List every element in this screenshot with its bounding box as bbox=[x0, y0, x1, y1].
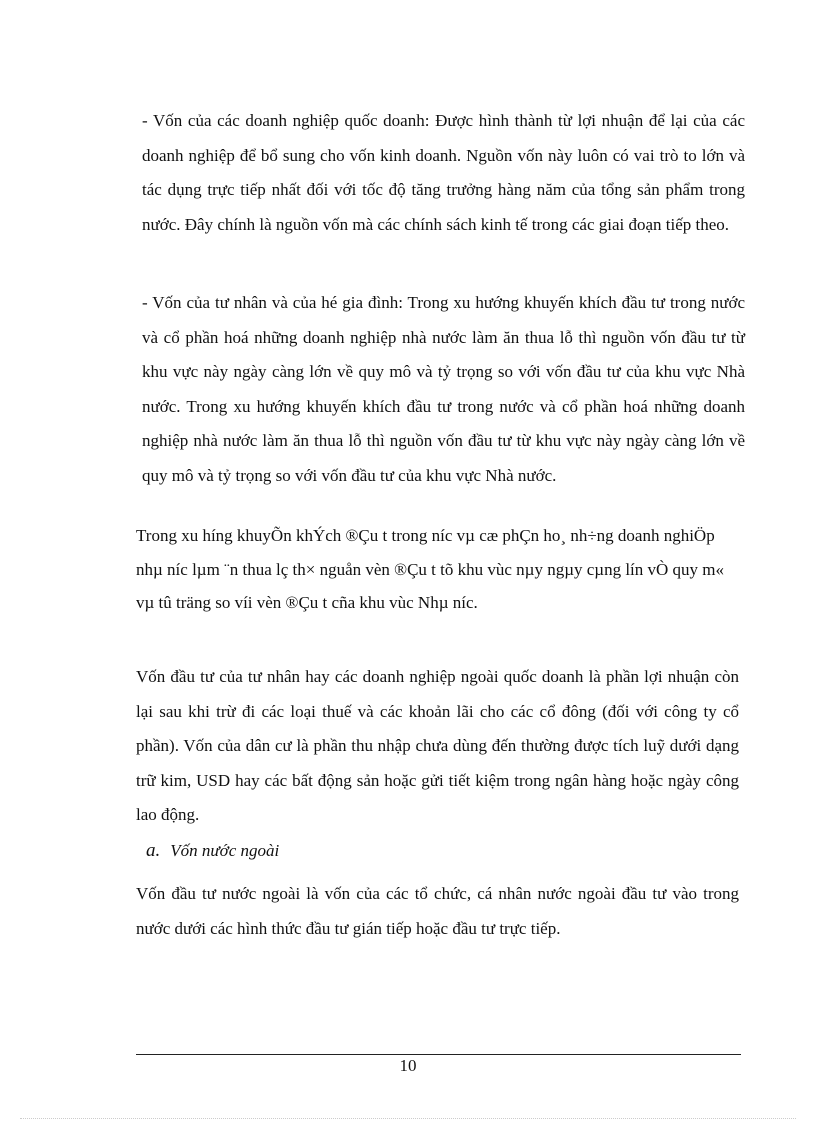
heading-marker: a. bbox=[146, 840, 161, 861]
heading-title: Vốn nước ngoài bbox=[170, 841, 280, 860]
paragraph-private-investment: Vốn đầu tư của tư nhân hay các doanh nghiệp ngoài quốc doanh là phần lợi nhuận còn lại sau khi trừ đi các loại thuế và các khoản lãi cho các cổ đông (đối với công ty cổ phần). Vốn của dân cư là phần thu nhập chưa dùng đến thường được tích luỹ dưới dạng trữ kim, USD hay các bất động sản hoặc gửi tiết kiệm trong ngân hàng hoặc ngày công lao động. bbox=[136, 667, 739, 824]
paragraph-garbled-encoding: Trong xu híng khuyÕn khÝch ®Çu t trong níc vµ cæ phÇn ho¸ nh÷ng doanh nghiÖp nhµ níc lµm ¨n thua lç th× nguån vèn ®Çu t tõ khu vùc nµy ngµy cµng lín vÒ quy m« vµ tû träng so víi vèn ®Çu t cña khu vùc Nhµ níc. bbox=[136, 526, 725, 612]
page-number: 10 bbox=[399, 1056, 417, 1075]
footer-divider bbox=[136, 1054, 741, 1055]
page-bottom-border bbox=[20, 1118, 796, 1119]
paragraph-foreign-capital: Vốn đầu tư nước ngoài là vốn của các tổ chức, cá nhân nước ngoài đầu tư vào trong nước dưới các hình thức đầu tư gián tiếp hoặc đầu tư trực tiếp. bbox=[136, 884, 739, 938]
paragraph-private-household-capital: - Vốn của tư nhân và của hé gia đình: Trong xu hướng khuyến khích đầu tư trong nước và cổ phần hoá những doanh nghiệp nhà nước làm ăn thua lỗ thì nguồn vốn đầu tư từ khu vực này ngày càng lớn về quy mô và tỷ trọng so với vốn đầu tư của khu vực Nhà nước. Trong xu hướng khuyến khích đầu tư trong nước và cổ phần hoá những doanh nghiệp nhà nước làm ăn thua lỗ thì nguồn vốn đầu tư từ khu vực này ngày càng lớn về quy mô và tỷ trọng so với vốn đầu tư của khu vực Nhà nước. bbox=[142, 293, 745, 485]
paragraph-state-enterprise-capital: - Vốn của các doanh nghiệp quốc doanh: Được hình thành từ lợi nhuận để lại của các doanh nghiệp để bổ sung cho vốn kinh doanh. Nguồn vốn này luôn có vai trò to lớn và tác dụng trực tiếp nhất đối với tốc độ tăng trưởng hàng năm của tổng sản phẩm trong nước. Đây chính là nguồn vốn mà các chính sách kinh tế trong các giai đoạn tiếp theo. bbox=[142, 111, 745, 234]
section-heading bbox=[146, 840, 279, 862]
